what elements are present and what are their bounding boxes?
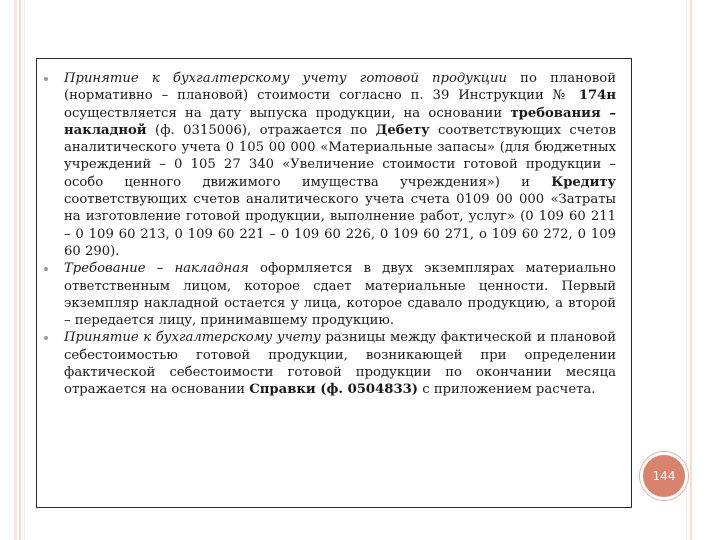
decorative-stripe <box>19 0 21 540</box>
text-segment: Принятие к бухгалтерскому учету готовой продукции <box>64 71 507 86</box>
text-segment: Кредиту <box>551 174 616 190</box>
bullet-dot-icon <box>44 77 48 81</box>
bullet-list <box>44 70 616 399</box>
slide-content <box>44 70 616 399</box>
text-segment: 174н <box>578 88 616 104</box>
bullet-text <box>64 71 616 259</box>
decorative-border <box>690 0 692 540</box>
text-segment: разницы между фактической и плановой себестоимостью готовой продукции, возникающей при определении фактической себестоимости готовой продукции по окончании месяца отражается на основании <box>64 330 617 398</box>
bullet-item-3 <box>44 329 616 398</box>
text-segment: Справки (ф. 0504833) <box>249 382 419 398</box>
decorative-stripe <box>24 0 25 540</box>
text-segment: оформляется в двух экземплярах материально ответственным лицом, которое сдает материальные ценности. Первый экземпляр накладной остается у лица, которое сдавало продукцию, а второй – передается лицу, принимавшему продукцию. <box>64 261 616 329</box>
bullet-dot-icon <box>44 336 48 340</box>
page-number-badge <box>640 452 688 500</box>
text-segment: Требование – накладная <box>64 261 249 277</box>
bullet-item-1 <box>44 70 616 260</box>
text-segment: соответствующих счетов аналитического учета счета 0109 00 000 «Затраты на изготовление готовой продукции, выполнение работ, услуг» (0 109 60 211 – 0 109 60 213, 0 109 60 221 – 0 109 60 226, 0 109 60 271, о 109 60 272, 0 109 60 290). <box>64 192 616 259</box>
text-segment: по плановой (нормативно – плановой) стоимости согласно п. 39 Инструкции № <box>64 71 616 104</box>
bullet-text <box>64 330 616 397</box>
page-number: 144 <box>652 469 676 483</box>
text-segment: требования – накладной <box>64 105 616 138</box>
text-segment: соответствующих счетов аналитического учета 0 105 00 000 «Материальные запасы» (для бюджетных учреждений – 0 105 27 340 «Увеличение стоимости готовой продукции – особо ценного движимого имущества учреждения») и <box>64 122 616 190</box>
decorative-stripe <box>14 0 17 540</box>
bullet-dot-icon <box>44 267 48 271</box>
text-segment: с приложением расчета. <box>418 382 596 398</box>
text-segment: осуществляется на дату выпуска продукции, на основании <box>64 105 511 121</box>
bullet-item-2 <box>44 260 616 329</box>
decorative-border <box>686 0 687 540</box>
bullet-text <box>64 261 616 328</box>
text-segment: (ф. 0315006), отражается по <box>146 122 376 138</box>
text-segment: Принятие к бухгалтерскому учету <box>64 330 321 346</box>
text-segment: Дебету <box>375 122 430 138</box>
